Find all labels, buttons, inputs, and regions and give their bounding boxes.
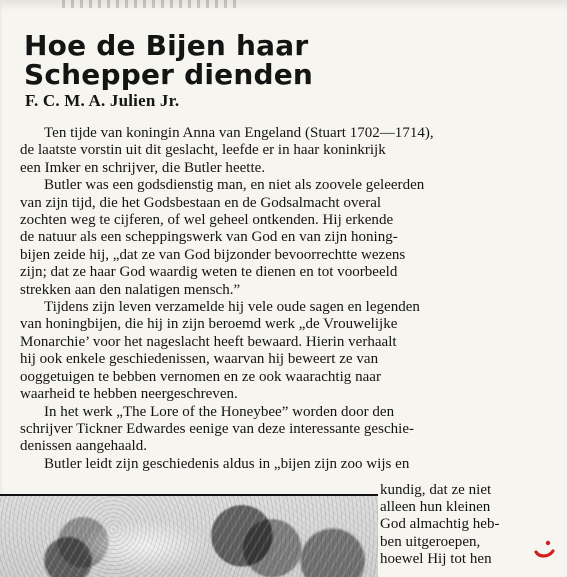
- body-line: strekken aan den nalatigen mensch.”: [20, 281, 241, 298]
- body-line: waarheid te hebben neergeschreven.: [20, 386, 238, 403]
- top-scan-noise: [62, 0, 242, 8]
- article-tail-column: [380, 482, 530, 568]
- body-line: Butler was een godsdienstig man, en niet als zoovele geleerden: [44, 177, 425, 194]
- author-byline: F. C. M. A. Julien Jr.: [25, 91, 180, 110]
- body-line: denissen aangehaald.: [20, 438, 148, 455]
- tail-line: alleen hun kleinen: [380, 499, 491, 516]
- tail-line: God almachtig heb-: [380, 516, 500, 533]
- tail-line: kundig, dat ze niet: [380, 482, 492, 498]
- article-title: [24, 31, 384, 90]
- body-line: ooggetuigen te bebben vernomen en ze ook waarachtig naar: [20, 368, 381, 385]
- title-line-2: Schepper dienden: [24, 58, 314, 92]
- body-line: de natuur als een scheppingswerk van God en van zijn honing-: [20, 229, 398, 246]
- photo-grain: [0, 496, 378, 577]
- body-line: zochten weg te cijferen, of wel geheel ontkenden. Hij erkende: [20, 212, 394, 229]
- body-line: Butler leidt zijn geschiedenis aldus in „bijen zijn zoo wijs en: [44, 455, 410, 472]
- body-line: schrijver Tickner Edwardes eenige van deze interessante geschie-: [20, 420, 415, 437]
- halftone-photo: [0, 494, 378, 577]
- body-line: Monarchie’ voor het nageslacht heeft bewaard. Hierin verhaalt: [20, 333, 397, 350]
- body-line: van honingbijen, die hij in zijn beroemd werk „de Vrouwelijke: [20, 316, 398, 333]
- body-line: bijen zeide hij, „dat ze van God bijzonder bevoorrechtte wezens: [20, 246, 406, 263]
- article-body: [20, 125, 545, 473]
- body-line: hij ook enkele geschiedenissen, waarvan hij beweert ze van: [20, 351, 379, 368]
- body-line: In het werk „The Lore of the Honeybee” worden door den: [44, 403, 395, 420]
- title-line-1: Hoe de Bijen haar: [24, 29, 309, 62]
- body-line: van zijn tijd, die het Godsbestaan en de Godsalmacht overal: [20, 194, 382, 211]
- body-line: een Imker en schrijver, die Butler heette.: [20, 159, 266, 176]
- page-edge-shadow: [0, 0, 2, 577]
- tail-line: ben uitgeroepen,: [380, 533, 481, 550]
- body-line: Ten tijde van koningin Anna van Engeland (Stuart 1702—1714),: [44, 125, 434, 141]
- body-line: de laatste vorstin uit dit geslacht, leefde er in haar koninkrijk: [20, 142, 386, 159]
- body-line: zijn; dat ze haar God waardig weten te dienen en tot voorbeeld: [20, 264, 398, 281]
- tail-line: hoewel Hij tot hen: [380, 550, 492, 567]
- red-swoosh-icon: [531, 536, 559, 564]
- body-line: Tijdens zijn leven verzamelde hij vele oude sagen en legenden: [44, 299, 420, 316]
